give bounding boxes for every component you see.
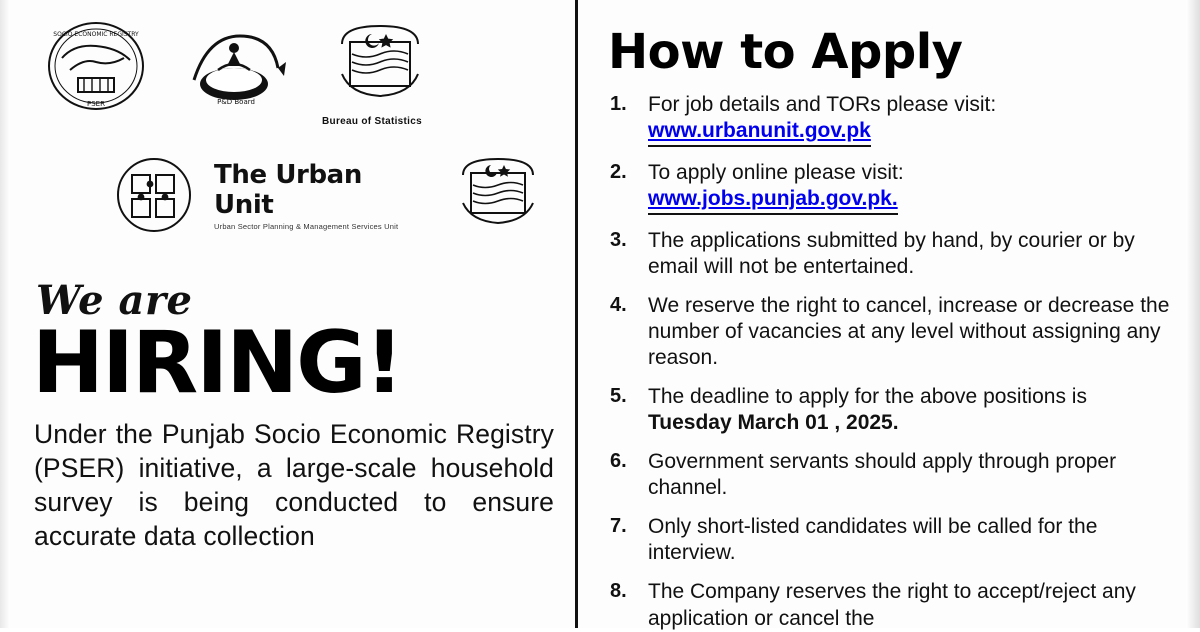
urban-unit-title: The Urban Unit [214,159,362,220]
planning-and-development-board-logo [182,18,286,114]
list-item [606,293,1174,371]
step-number: 2. [610,161,627,184]
svg-text:P&D Board: P&D Board [217,98,255,106]
the-urban-unit-wordmark [214,160,425,231]
step-text: We reserve the right to cancel, increase or decrease the number of vacancies at any level without assigning any reason. [648,294,1170,370]
step-number: 6. [610,450,627,473]
how-to-apply-title: How to Apply [608,24,963,80]
step-text: The Company reserves the right to accept/reject any application or cancel the [648,580,1136,630]
jobs-punjab-link[interactable]: www.jobs.punjab.gov.pk. [648,186,898,215]
left-panel [0,0,575,628]
list-item [606,92,1174,147]
step-text: For job details and TORs please visit: [648,93,997,116]
pnd-board-icon [182,18,286,114]
step-number: 8. [610,580,627,603]
bureau-of-statistics-caption: Bureau of Statistics [322,116,422,127]
pser-seal-icon [44,18,148,114]
list-item [606,160,1174,215]
step-number: 5. [610,385,627,408]
government-of-punjab-icon [443,153,553,237]
svg-text:PSER: PSER [87,100,105,108]
step-number: 1. [610,93,627,115]
list-item [606,514,1174,566]
svg-text:SOCIO ECONOMIC REGISTRY: SOCIO ECONOMIC REGISTRY [53,31,139,38]
step-number: 3. [610,229,627,252]
step-text: To apply online please visit: [648,161,904,185]
right-panel [578,0,1200,628]
urban-unit-subtitle: Urban Sector Planning & Management Services Unit [214,221,399,231]
bureau-of-statistics-seal [320,18,424,127]
logo-row-top [44,18,553,127]
government-of-punjab-seal [443,153,553,237]
list-item [606,449,1174,501]
list-item [606,579,1174,631]
step-text: The applications submitted by hand, by courier or by email will not be entertained. [648,229,1135,279]
hiring-headline: HIRING! [32,313,402,413]
step-text: The deadline to apply for the above positions is [648,385,1087,409]
intro-paragraph: Under the Punjab Socio Economic Registry (PSER) initiative, a large-scale household survey is being conducted to ensure accurate data collection [34,418,554,552]
the-urban-unit-puzzle-logo [112,155,196,235]
list-item [606,228,1174,280]
step-number: 4. [610,294,627,317]
urban-unit-puzzle-icon [112,155,196,235]
bureau-of-statistics-icon [320,18,424,114]
list-item [606,384,1174,436]
urbanunit-link[interactable]: www.urbanunit.gov.pk [648,118,871,147]
we-are-text: We are [36,277,193,324]
logo-row-second [112,153,553,237]
step-text: Government servants should apply through proper channel. [648,450,1117,500]
step-text: Only short-listed candidates will be called for the interview. [648,515,1098,565]
deadline-date: Tuesday March 01 , 2025. [648,411,899,435]
pser-punjab-socio-economic-registry-seal [44,18,148,114]
how-to-apply-steps [606,92,1174,632]
step-number: 7. [610,515,627,538]
